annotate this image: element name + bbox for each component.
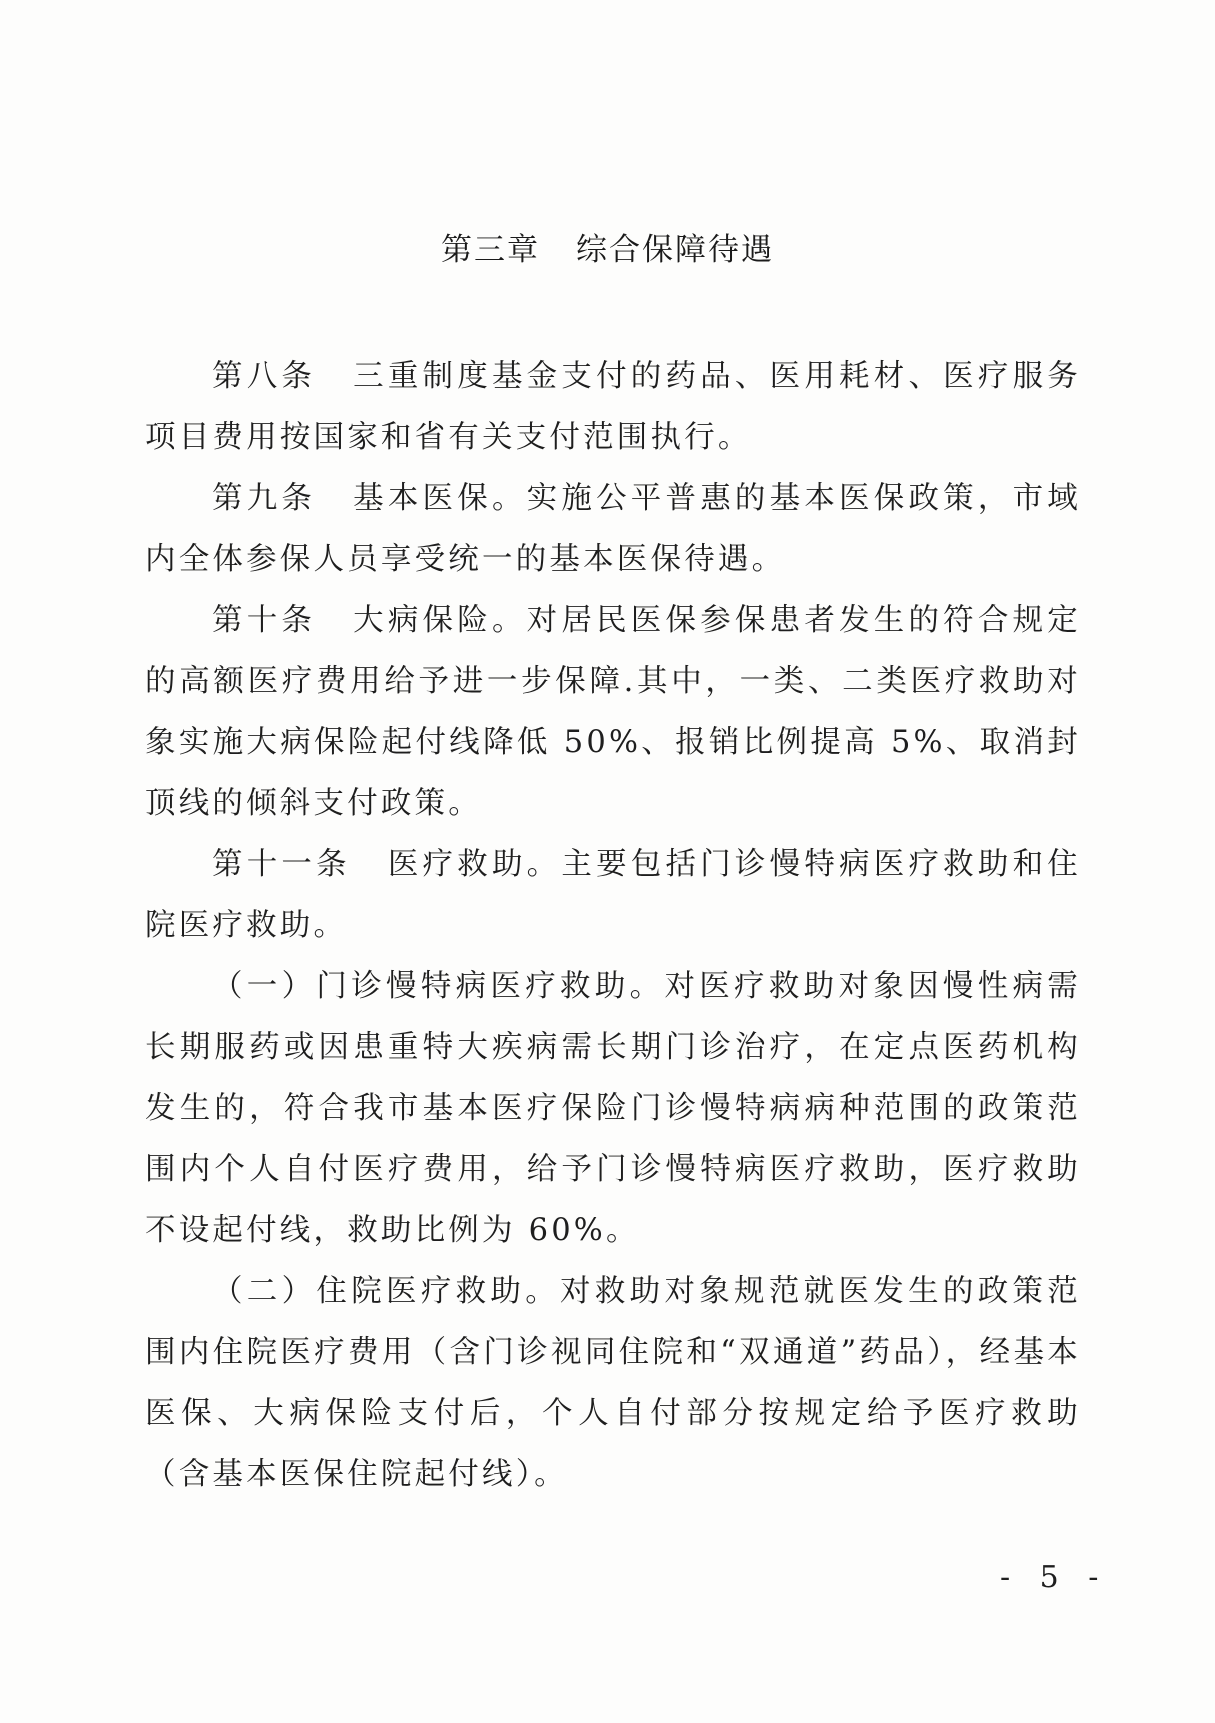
clause-text: （一）门诊慢特病医疗救助。对医疗救助对象因慢性病需长期服药或因患重特大疾病需长期门诊治疗，在定点医药机构发生的，符合我市基本医疗保险门诊慢特病病种范围的政策范围内个人自付医疗费用，给予门诊慢特病医疗救助，医疗救助不设起付线，救助比例为 60%。 xyxy=(145,969,1081,1248)
clause-1 xyxy=(145,956,1081,1261)
article-8 xyxy=(145,346,1081,468)
clause-2 xyxy=(145,1261,1081,1505)
article-text: 医疗救助。主要包括门诊慢特病医疗救助和住院医疗救助。 xyxy=(145,847,1081,943)
article-heading: 第十一条 xyxy=(212,847,351,882)
chapter-number: 第三章 xyxy=(441,232,540,268)
article-10 xyxy=(145,590,1081,834)
page-number: - 5 - xyxy=(1000,1560,1109,1595)
article-9 xyxy=(145,468,1081,590)
article-text: 基本医保。实施公平普惠的基本医保政策，市域内全体参保人员享受统一的基本医保待遇。 xyxy=(145,481,1081,577)
chapter-name: 综合保障待遇 xyxy=(576,232,774,268)
clause-text: （二）住院医疗救助。对救助对象规范就医发生的政策范围内住院医疗费用（含门诊视同住院和“双通道”药品），经基本医保、大病保险支付后，个人自付部分按规定给予医疗救助（含基本医保住院起付线）。 xyxy=(145,1274,1081,1492)
article-heading: 第十条 xyxy=(212,603,317,638)
article-heading: 第八条 xyxy=(212,359,317,394)
article-11 xyxy=(145,834,1081,956)
chapter-title xyxy=(0,224,1215,269)
article-text: 三重制度基金支付的药品、医用耗材、医疗服务项目费用按国家和省有关支付范围执行。 xyxy=(145,359,1081,455)
article-heading: 第九条 xyxy=(212,481,317,516)
document-body xyxy=(145,346,1081,1505)
article-text: 大病保险。对居民医保参保患者发生的符合规定的高额医疗费用给予进一步保障.其中，一类、二类医疗救助对象实施大病保险起付线降低 50%、报销比例提高 5%、取消封顶线的倾斜支付政策。 xyxy=(145,603,1081,821)
